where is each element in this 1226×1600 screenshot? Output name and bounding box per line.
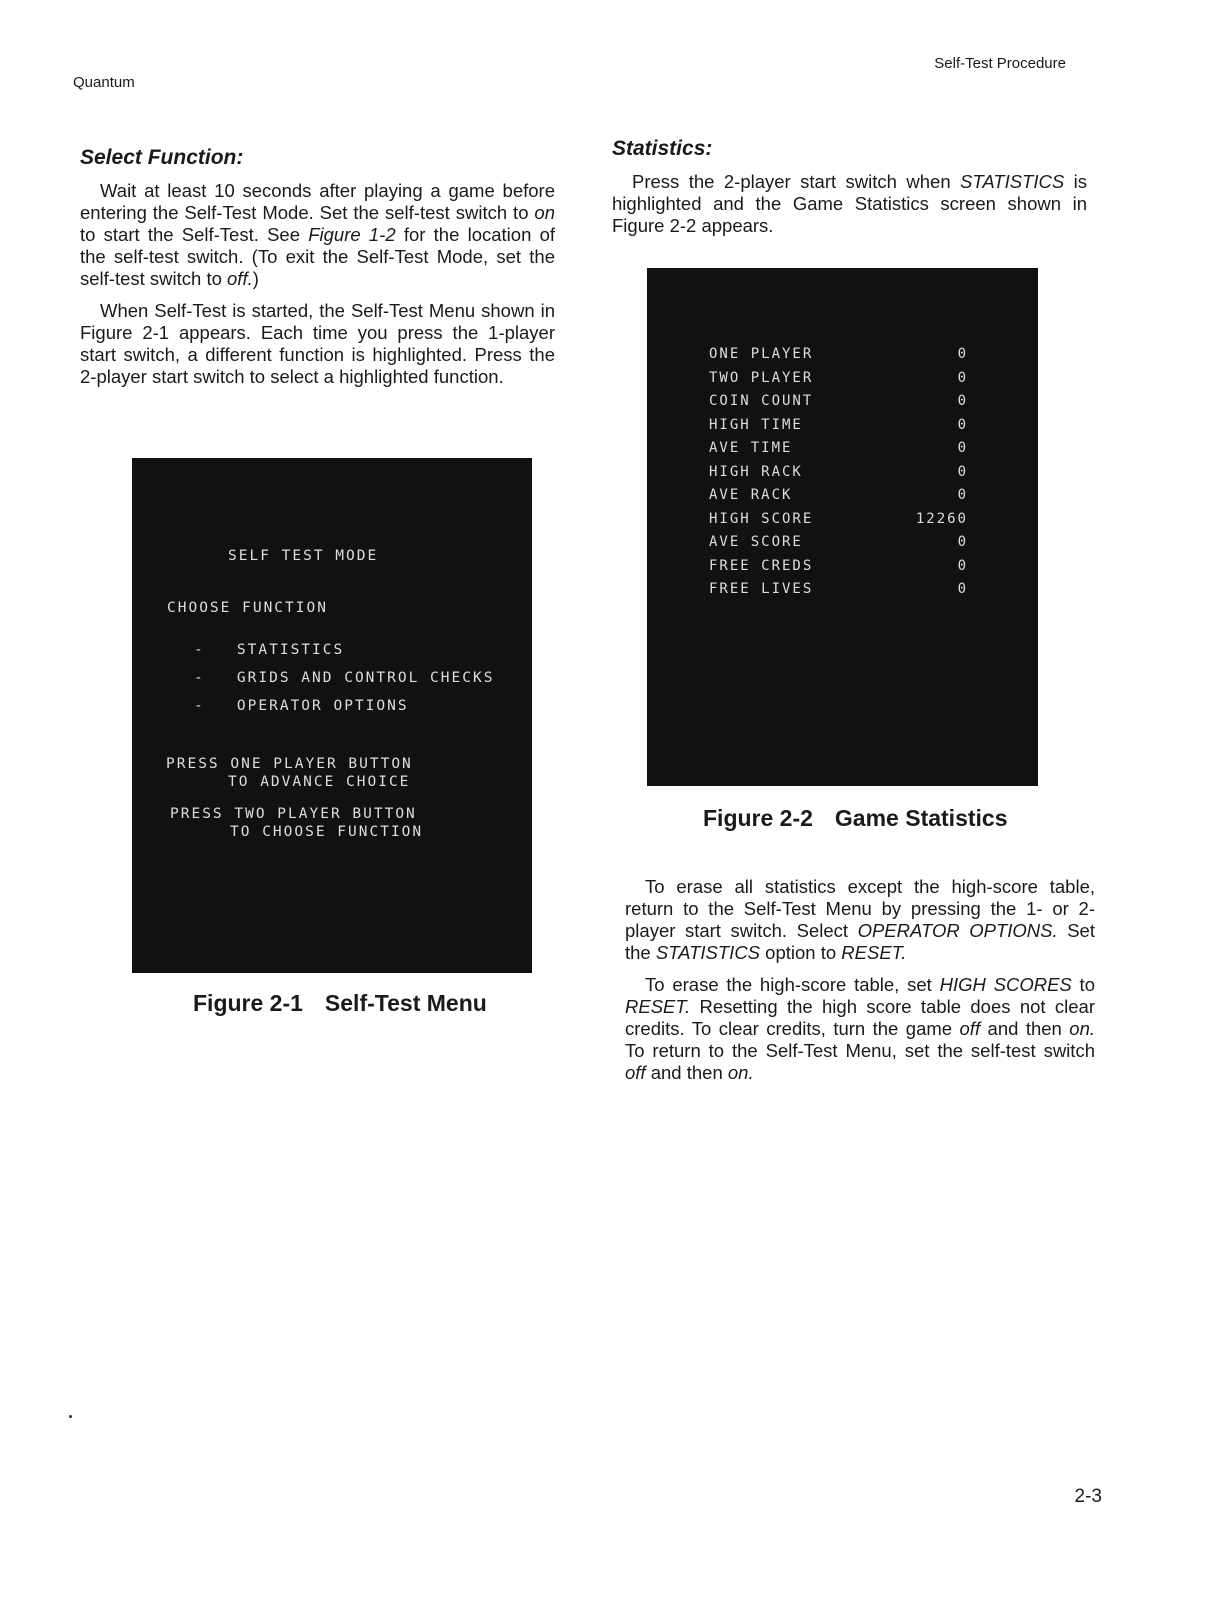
screen-press-two-a: PRESS TWO PLAYER BUTTON <box>170 806 417 822</box>
figure-2-2-caption <box>703 805 1008 832</box>
text-run: off. <box>227 268 253 289</box>
text-run: option to <box>760 942 842 963</box>
text-run: HIGH SCORES <box>939 974 1072 995</box>
screen-press-two-b: TO CHOOSE FUNCTION <box>230 824 424 840</box>
text-run: to start the Self-Test. See <box>80 224 309 245</box>
statistics-value: 0 <box>957 393 968 409</box>
text-run: To erase the high-score table, set <box>645 974 940 995</box>
statistics-label: TWO PLAYER <box>709 369 814 386</box>
paragraph-erase-statistics <box>625 876 1095 964</box>
statistics-row <box>647 558 1038 580</box>
statistics-label: AVE RACK <box>709 487 793 503</box>
statistics-row <box>647 487 1038 509</box>
text-run: To return to the Self-Test Menu, set the self-test switch <box>625 1040 1095 1061</box>
text-run: on <box>534 202 555 223</box>
paragraph-erase-high-scores <box>625 974 1095 1084</box>
right-column-lower <box>625 876 1095 1094</box>
statistics-value: 0 <box>957 534 968 550</box>
text-run: for the location of the self-test switch. (To exit the Self-Test Mode, set the self-test switch to <box>80 224 556 289</box>
text-run: and then <box>980 1018 1070 1039</box>
running-header-left: Quantum <box>73 74 135 91</box>
text-run: off <box>625 1062 646 1083</box>
screen-press-one-b: TO ADVANCE CHOICE <box>228 774 411 790</box>
section-heading-select-function: Select Function: <box>80 146 244 169</box>
text-run: on. <box>1069 1018 1096 1039</box>
statistics-row <box>647 581 1038 603</box>
statistics-label: FREE LIVES <box>709 581 814 597</box>
page-speck <box>69 1415 72 1418</box>
statistics-value: 0 <box>957 416 968 433</box>
self-test-menu-screen <box>132 458 532 973</box>
statistics-value: 0 <box>957 463 968 480</box>
paragraph-select-function-1 <box>80 180 555 290</box>
statistics-label: AVE TIME <box>709 440 793 456</box>
text-run: Wait at least 10 seconds after playing a game before entering the Self-Test Mode. Set the self-test switch to <box>80 180 555 223</box>
text-run: RESET. <box>625 996 691 1017</box>
statistics-label: HIGH SCORE <box>709 510 814 527</box>
screen-title: SELF TEST MODE <box>228 548 379 564</box>
statistics-label: ONE PLAYER <box>709 346 814 362</box>
figure-2-2-title: Game Statistics <box>834 805 1008 831</box>
section-heading-statistics: Statistics: <box>612 137 713 160</box>
statistics-label: COIN COUNT <box>709 393 814 409</box>
statistics-value: 0 <box>957 557 968 574</box>
statistics-value: 12260 <box>915 510 968 527</box>
running-header-right: Self-Test Procedure <box>934 55 1066 72</box>
menu-option-statistics: - STATISTICS <box>194 642 345 658</box>
statistics-label: HIGH RACK <box>709 463 803 480</box>
left-column <box>80 146 555 398</box>
paragraph-statistics-1 <box>612 171 1087 237</box>
text-run: To erase all statistics except the high-score table, return to the Self-Test Menu by pressing the 1- or 2-player start switch. Select <box>625 876 1095 941</box>
screen-press-one-a: PRESS ONE PLAYER BUTTON <box>166 756 413 772</box>
right-column <box>612 137 1087 247</box>
text-run: OPERATOR OPTIONS. <box>857 920 1058 941</box>
statistics-row <box>647 511 1038 533</box>
text-run: Resetting the high score table does not clear credits. To clear credits, turn the game <box>625 996 1095 1039</box>
figure-2-1-number: Figure 2-1 <box>193 990 303 1016</box>
menu-option-grids: - GRIDS AND CONTROL CHECKS <box>194 670 495 686</box>
statistics-value: 0 <box>957 440 968 456</box>
figure-2-2-number: Figure 2-2 <box>703 805 813 831</box>
text-run: off <box>959 1018 981 1039</box>
figure-2-1-caption <box>193 990 487 1017</box>
statistics-row <box>647 393 1038 415</box>
statistics-value: 0 <box>957 487 968 503</box>
statistics-value: 0 <box>957 346 968 362</box>
statistics-row <box>647 346 1038 368</box>
statistics-row <box>647 417 1038 439</box>
text-run: Figure 1-2 <box>308 224 396 245</box>
statistics-row <box>647 534 1038 556</box>
statistics-row <box>647 440 1038 462</box>
paragraph-select-function-2: When Self-Test is started, the Self-Test Menu shown in Figure 2-1 appears. Each time you press the 1-player start switch, a different function is highlighted. Press the 2-player start switch to select a highlighted function. <box>80 300 555 387</box>
text-run: on. <box>727 1062 754 1083</box>
text-run: and then <box>645 1062 728 1083</box>
menu-option-operator: - OPERATOR OPTIONS <box>194 698 409 714</box>
text-run: is highlighted and the Game Statistics screen shown in Figure 2-2 appears. <box>612 171 1087 236</box>
statistics-value: 0 <box>957 369 968 386</box>
statistics-row <box>647 370 1038 392</box>
statistics-label: AVE SCORE <box>709 534 803 550</box>
game-statistics-screen <box>647 268 1038 786</box>
text-run: Press the 2-player start switch when <box>632 171 961 192</box>
statistics-value: 0 <box>957 581 968 597</box>
statistics-row <box>647 464 1038 486</box>
text-run: ) <box>252 268 259 289</box>
text-run: to <box>1071 974 1095 995</box>
text-run: STATISTICS <box>960 171 1065 192</box>
text-run: RESET. <box>841 942 907 963</box>
screen-choose-function: CHOOSE FUNCTION <box>167 600 328 616</box>
text-run: STATISTICS <box>655 942 761 963</box>
figure-2-1-title: Self-Test Menu <box>324 990 487 1016</box>
statistics-label: FREE CREDS <box>709 557 814 574</box>
text-run: Set the <box>625 920 1095 963</box>
page-number: 2-3 <box>1074 1486 1102 1507</box>
statistics-label: HIGH TIME <box>709 416 803 433</box>
